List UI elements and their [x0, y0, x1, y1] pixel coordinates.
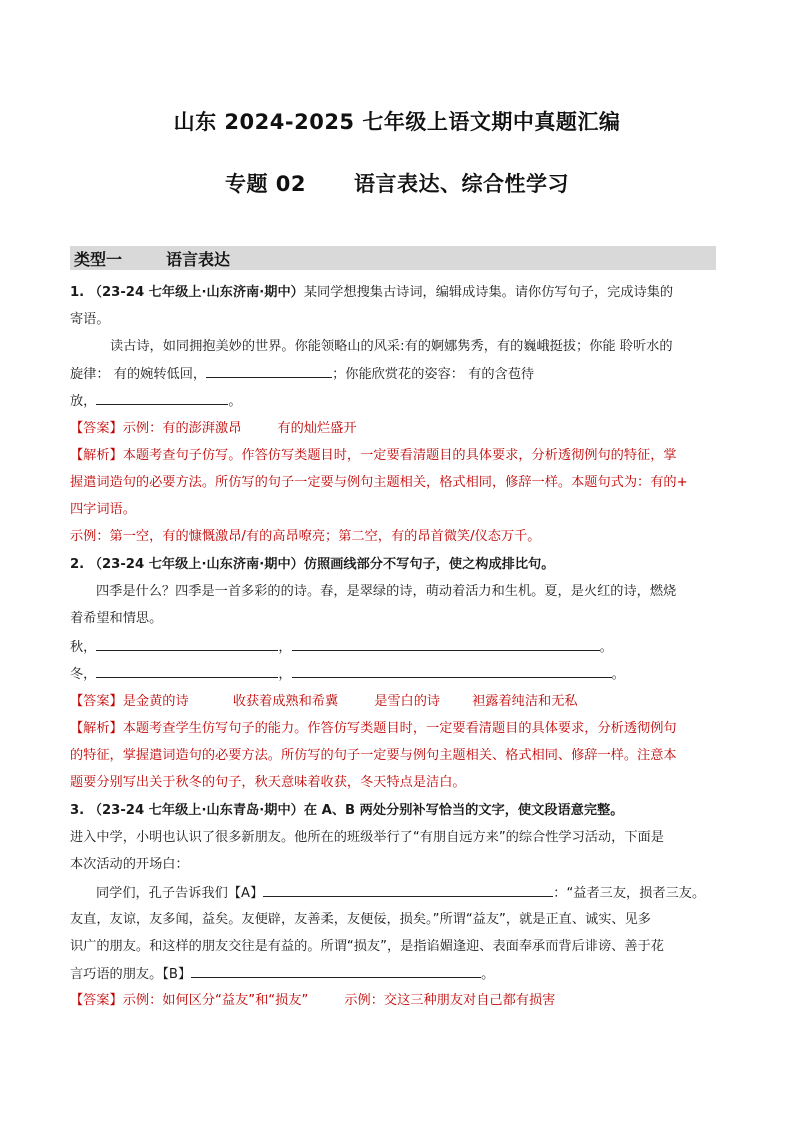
- q3-body-line4: 友直，友谅，友多闻，益矣。友便辟，友善柔，友便佞，损矣。”所谓“益友”，就是正直、诚实、见多: [70, 912, 651, 927]
- q3-body-line5: 识广的朋友。和这样的朋友交往是有益的。所谓“损友”，是指谄媚逢迎、表面奉承而背后诽谤、善于花: [70, 939, 664, 954]
- q2-comma-2: ，: [278, 667, 292, 682]
- q3-body-line3: [70, 884, 756, 903]
- subtitle-topic-number: 专题 02: [224, 172, 307, 196]
- q2-winter-blank-2[interactable]: [292, 665, 612, 678]
- q1-analysis-line2: 握遣词造句的必要方法。所仿写的句子一定要与例句主题相关，格式相同，修辞一样。本题句式为：有的+: [70, 475, 688, 490]
- q2-answer-1: 是金黄的诗: [122, 694, 189, 709]
- q1-body-line3: [70, 392, 730, 411]
- q1-answer-line: [70, 420, 730, 438]
- q3-body-line6: [70, 965, 730, 984]
- q1-body2b: ；你能欣赏花的姿容： 有的含苞待: [332, 367, 535, 382]
- q2-autumn-line: [70, 638, 730, 657]
- document-subtitle: [0, 168, 794, 198]
- q3-prompt: 在 A、B 两处分别补写恰当的文字，使文段语意完整。: [303, 803, 624, 818]
- q2-answer-4: 袒露着纯洁和无私: [472, 694, 578, 709]
- q2-comma-1: ，: [278, 640, 292, 655]
- q1-body3b: 。: [228, 394, 242, 409]
- q2-header: 2. （23-24 七年级上·山东济南·期中）: [70, 557, 304, 572]
- q2-answer-3: 是雪白的诗: [374, 694, 441, 709]
- q2-autumn-blank-1[interactable]: [96, 638, 278, 651]
- q3-answer-1: 示例：如何区分“益友”和“损友”: [122, 993, 309, 1008]
- q3-body3b: ：“益者三友，损者三友。: [553, 886, 706, 901]
- q1-answer-1: 示例：有的澎湃激昂: [122, 421, 242, 436]
- q2-analysis-line2: 的特征，掌握遣词造句的必要方法。所仿写的句子一定要与例句主题相关、格式相同、修辞一样。注意本: [70, 748, 677, 763]
- q3-blank-b[interactable]: [191, 965, 481, 978]
- q2-answer-2: 收获着成熟和希冀: [232, 694, 339, 709]
- q2-body-line2: 着希望和情思。: [70, 611, 163, 626]
- q1-answer-tag: 【答案】: [70, 421, 123, 436]
- document-title: 山东 2024-2025 七年级上语文期中真题汇编: [173, 110, 621, 134]
- q3-body6a: 言巧语的朋友。【B】: [70, 967, 192, 982]
- q1-analysis-tag: 【解析】: [70, 448, 123, 463]
- section-type: 类型一: [74, 250, 123, 269]
- q1-body-line1: 读古诗，如同拥抱美妙的世界。你能领略山的风采:有的婀娜隽秀，有的巍峨挺拔；你能 聆听水的: [110, 339, 673, 354]
- q2-answer-line: [70, 693, 730, 711]
- q1-header-line: [70, 284, 730, 302]
- q1-analysis-line3: 四字词语。: [70, 502, 136, 517]
- q2-header-line: [70, 556, 730, 574]
- q2-body-line1: 四季是什么？四季是一首多彩的的诗。春，是翠绿的诗，萌动着活力和生机。夏，是火红的诗，燃烧: [96, 584, 677, 599]
- q3-body3a: 同学们，孔子告诉我们【A】: [96, 886, 264, 901]
- q3-answer-line: [70, 992, 730, 1010]
- q3-body-line2: 本次活动的开场白：: [70, 857, 189, 872]
- q1-blank-2[interactable]: [96, 392, 228, 405]
- q1-analysis-1: 本题考查句子仿写。作答仿写类题目时，一定要看清题目的具体要求，分析透彻例句的特征，掌: [122, 448, 677, 463]
- q2-winter-label: 冬，: [70, 667, 97, 682]
- q3-blank-a[interactable]: [263, 884, 553, 897]
- q3-header: 3. （23-24 七年级上·山东青岛·期中）: [70, 803, 304, 818]
- q1-blank-1[interactable]: [206, 365, 332, 378]
- q2-analysis-line3: 题要分别写出关于秋冬的句子，秋天意味着收获，冬天特点是洁白。: [70, 775, 466, 790]
- q2-analysis-tag: 【解析】: [70, 721, 123, 736]
- q2-analysis-1: 本题考查学生仿写句子的能力。作答仿写类题目时，一定要看清题目的具体要求，分析透彻例句: [122, 721, 677, 736]
- q3-answer-tag: 【答案】: [70, 993, 123, 1008]
- q2-autumn-label: 秋，: [70, 640, 97, 655]
- q1-body-line2: [70, 365, 730, 384]
- q1-answer-2: 有的灿烂盛开: [277, 421, 357, 436]
- section-header: [70, 246, 716, 270]
- q2-winter-blank-1[interactable]: [96, 665, 278, 678]
- q2-answer-tag: 【答案】: [70, 694, 123, 709]
- q1-header: 1. （23-24 七年级上·山东济南·期中）: [70, 285, 304, 300]
- section-name: 语言表达: [166, 250, 231, 269]
- q1-analysis-line1: [70, 447, 730, 465]
- q2-period-1: 。: [599, 640, 613, 655]
- q2-autumn-blank-2[interactable]: [292, 638, 600, 651]
- q1-prompt: 某同学想搜集古诗词，编辑成诗集。请你仿写句子，完成诗集的: [303, 285, 674, 300]
- q3-body6b: 。: [481, 967, 495, 982]
- q2-winter-line: [70, 665, 730, 684]
- q2-prompt: 仿照画线部分不写句子，使之构成排比句。: [303, 557, 555, 572]
- q3-body-line1: 进入中学，小明也认识了很多新朋友。他所在的班级举行了“有朋自远方来”的综合性学习活动，下面是: [70, 830, 664, 845]
- q3-answer-2: 示例：交这三种朋友对自己都有损害: [344, 993, 556, 1008]
- q1-body2a: 旋律： 有的婉转低回，: [70, 367, 207, 382]
- q1-analysis-line4: 示例：第一空，有的慷慨激昂/有的高昂嘹亮；第二空，有的昂首微笑/仪态万千。: [70, 529, 541, 544]
- q1-body3a: 放，: [70, 394, 97, 409]
- subtitle-topic-name: 语言表达、综合性学习: [354, 172, 570, 196]
- q1-prompt-line2: 寄语。: [70, 312, 110, 327]
- q2-analysis-line1: [70, 720, 730, 738]
- q2-period-2: 。: [611, 667, 625, 682]
- q3-header-line: [70, 802, 730, 820]
